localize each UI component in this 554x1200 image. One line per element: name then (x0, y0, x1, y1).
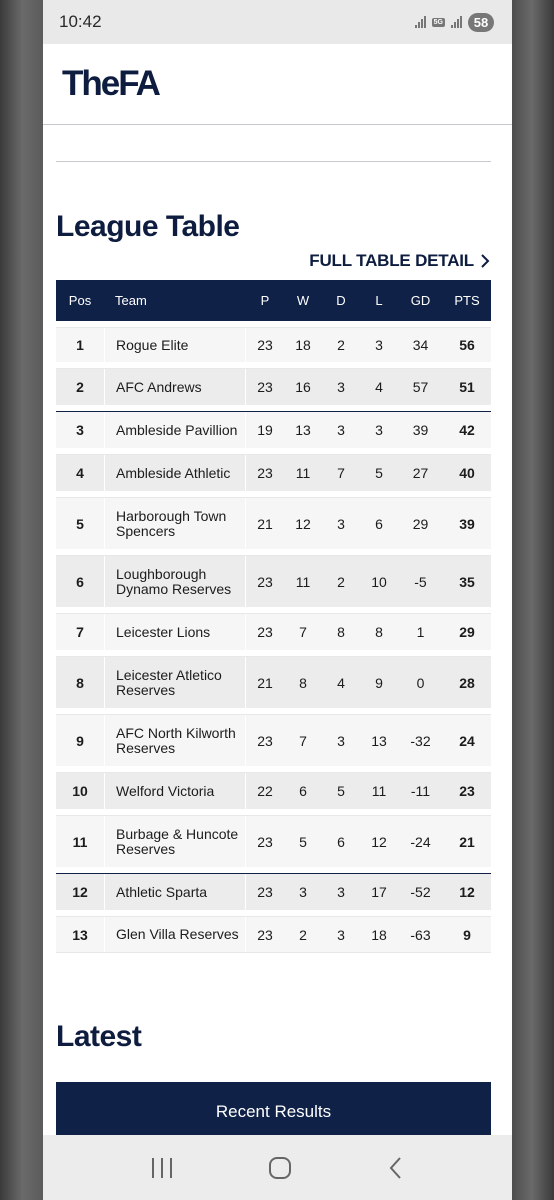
row-won: 11 (295, 465, 311, 481)
league-table (56, 280, 491, 953)
row-played: 23 (257, 926, 273, 943)
row-points: 9 (463, 926, 471, 943)
row-played: 23 (257, 884, 273, 900)
row-team-name: Burbage & Huncote Reserves (104, 816, 246, 867)
row-won: 7 (299, 732, 307, 749)
row-played: 21 (257, 515, 273, 532)
row-drawn: 3 (337, 884, 345, 900)
row-points: 21 (459, 833, 475, 850)
row-team-name: Loughborough Dynamo Reserves (104, 556, 246, 607)
table-header (56, 280, 491, 321)
full-table-detail-link[interactable] (309, 251, 490, 271)
row-played: 23 (257, 465, 273, 481)
row-points: 29 (459, 624, 475, 640)
latest-title: Latest (56, 1020, 142, 1053)
row-drawn: 4 (337, 674, 345, 691)
row-points: 40 (459, 465, 475, 481)
row-goal-difference: -24 (410, 833, 431, 850)
row-drawn: 3 (337, 422, 345, 438)
row-team-name: Ambleside Athletic (104, 455, 246, 491)
row-played: 23 (257, 337, 273, 353)
row-position: 3 (76, 422, 84, 438)
row-won: 3 (299, 884, 307, 900)
row-points: 56 (459, 337, 475, 353)
row-played: 21 (257, 674, 273, 691)
row-goal-difference: 57 (412, 379, 429, 395)
row-position: 12 (72, 884, 88, 900)
signal-icon-secondary (451, 16, 462, 28)
status-bar (43, 0, 512, 44)
row-points: 39 (459, 515, 475, 532)
row-won: 5 (299, 833, 307, 850)
row-played: 23 (257, 833, 273, 850)
row-team-name: Harborough Town Spencers (104, 498, 246, 549)
status-icons (415, 13, 494, 32)
row-position: 10 (72, 783, 88, 799)
row-position: 6 (76, 573, 84, 590)
table-row (56, 454, 491, 491)
network-type-badge: 5G (433, 18, 443, 26)
row-played: 23 (257, 624, 273, 640)
row-lost: 6 (375, 515, 383, 532)
row-drawn: 3 (337, 732, 345, 749)
row-team-name: Ambleside Pavillion (104, 412, 246, 448)
row-drawn: 3 (337, 926, 345, 943)
row-points: 42 (459, 422, 475, 438)
row-lost: 18 (371, 926, 387, 943)
row-drawn: 8 (337, 624, 345, 640)
row-position: 7 (76, 624, 84, 640)
row-position: 8 (76, 674, 84, 691)
phone-screen (43, 0, 512, 1200)
site-header (43, 44, 512, 125)
row-position: 11 (72, 833, 88, 850)
row-lost: 3 (375, 422, 383, 438)
row-position: 2 (76, 379, 84, 395)
row-lost: 13 (371, 732, 387, 749)
row-goal-difference: 27 (412, 465, 429, 481)
row-lost: 4 (375, 379, 383, 395)
row-position: 13 (72, 926, 88, 943)
row-won: 11 (295, 573, 311, 590)
row-goal-difference: 29 (412, 515, 429, 532)
row-goal-difference: -63 (410, 926, 431, 943)
divider (56, 161, 491, 162)
row-lost: 3 (375, 337, 383, 353)
table-row (56, 916, 491, 953)
row-won: 8 (299, 674, 307, 691)
row-position: 5 (76, 515, 84, 532)
row-drawn: 5 (337, 783, 345, 799)
row-won: 18 (295, 337, 311, 353)
recent-apps-icon[interactable] (150, 1157, 174, 1179)
row-won: 2 (299, 926, 307, 943)
table-body (56, 327, 491, 953)
row-won: 6 (299, 783, 307, 799)
row-drawn: 6 (337, 833, 345, 850)
row-position: 9 (76, 732, 84, 749)
row-lost: 12 (371, 833, 387, 850)
row-won: 16 (295, 379, 311, 395)
row-team-name: Leicester Lions (104, 614, 246, 650)
col-points: PTS (454, 293, 480, 308)
row-goal-difference: -32 (410, 732, 431, 749)
row-played: 22 (257, 783, 273, 799)
row-position: 1 (76, 337, 84, 353)
row-lost: 17 (371, 884, 387, 900)
row-drawn: 7 (337, 465, 345, 481)
row-played: 19 (257, 422, 273, 438)
back-icon[interactable] (387, 1156, 405, 1180)
table-row (56, 656, 491, 708)
row-lost: 9 (375, 674, 383, 691)
row-goal-difference: -52 (410, 884, 431, 900)
row-goal-difference: 34 (412, 337, 429, 353)
row-drawn: 2 (337, 573, 345, 590)
row-played: 23 (257, 379, 273, 395)
status-time: 10:42 (59, 12, 102, 31)
col-played: P (260, 293, 270, 308)
home-icon[interactable] (267, 1156, 293, 1180)
table-row (56, 411, 491, 448)
row-won: 7 (299, 624, 307, 640)
recent-results-button[interactable]: Recent Results (56, 1082, 491, 1135)
row-team-name: Rogue Elite (104, 328, 246, 362)
col-team: Team (115, 293, 147, 308)
row-goal-difference: -5 (414, 573, 427, 590)
table-row (56, 873, 491, 910)
row-lost: 5 (375, 465, 383, 481)
row-points: 28 (459, 674, 475, 691)
row-goal-difference: 1 (416, 624, 425, 640)
col-won: W (296, 293, 310, 308)
row-won: 12 (295, 515, 311, 532)
battery-icon: 58 (468, 13, 494, 32)
signal-icon (415, 16, 426, 28)
table-row (56, 613, 491, 650)
col-lost: L (375, 293, 383, 308)
row-team-name: AFC Andrews (104, 369, 246, 405)
system-nav-bar (43, 1135, 512, 1200)
row-points: 23 (459, 783, 475, 799)
row-goal-difference: -11 (410, 783, 431, 799)
table-row (56, 327, 491, 362)
fa-logo[interactable]: TheFA (62, 64, 159, 103)
row-played: 23 (257, 573, 273, 590)
table-row (56, 497, 491, 549)
row-points: 12 (459, 884, 475, 900)
table-row (56, 555, 491, 607)
row-position: 4 (76, 465, 84, 481)
row-lost: 11 (371, 783, 387, 799)
row-team-name: Athletic Sparta (104, 874, 246, 910)
row-team-name: AFC North Kilworth Reserves (104, 715, 246, 766)
row-team-name: Leicester Atletico Reserves (104, 657, 246, 708)
row-lost: 10 (371, 573, 387, 590)
chevron-right-icon (480, 253, 490, 269)
row-goal-difference: 39 (412, 422, 429, 438)
col-pos: Pos (68, 293, 92, 308)
table-row (56, 714, 491, 766)
row-drawn: 3 (337, 379, 345, 395)
row-drawn: 2 (337, 337, 345, 353)
row-lost: 8 (375, 624, 383, 640)
col-drawn: D (336, 293, 346, 308)
row-goal-difference: 0 (416, 674, 425, 691)
row-won: 13 (295, 422, 311, 438)
row-team-name: Welford Victoria (104, 773, 246, 809)
full-table-detail-label: FULL TABLE DETAIL (309, 251, 474, 270)
row-points: 35 (459, 573, 475, 590)
table-row (56, 368, 491, 405)
league-table-title: League Table (56, 210, 240, 243)
row-team-name: Glen Villa Reserves (104, 917, 246, 952)
table-row (56, 772, 491, 809)
row-points: 24 (459, 732, 475, 749)
col-goal-difference: GD (410, 293, 431, 308)
row-played: 23 (257, 732, 273, 749)
row-points: 51 (459, 379, 475, 395)
row-drawn: 3 (337, 515, 345, 532)
page-content[interactable] (43, 44, 512, 1135)
table-row (56, 815, 491, 867)
